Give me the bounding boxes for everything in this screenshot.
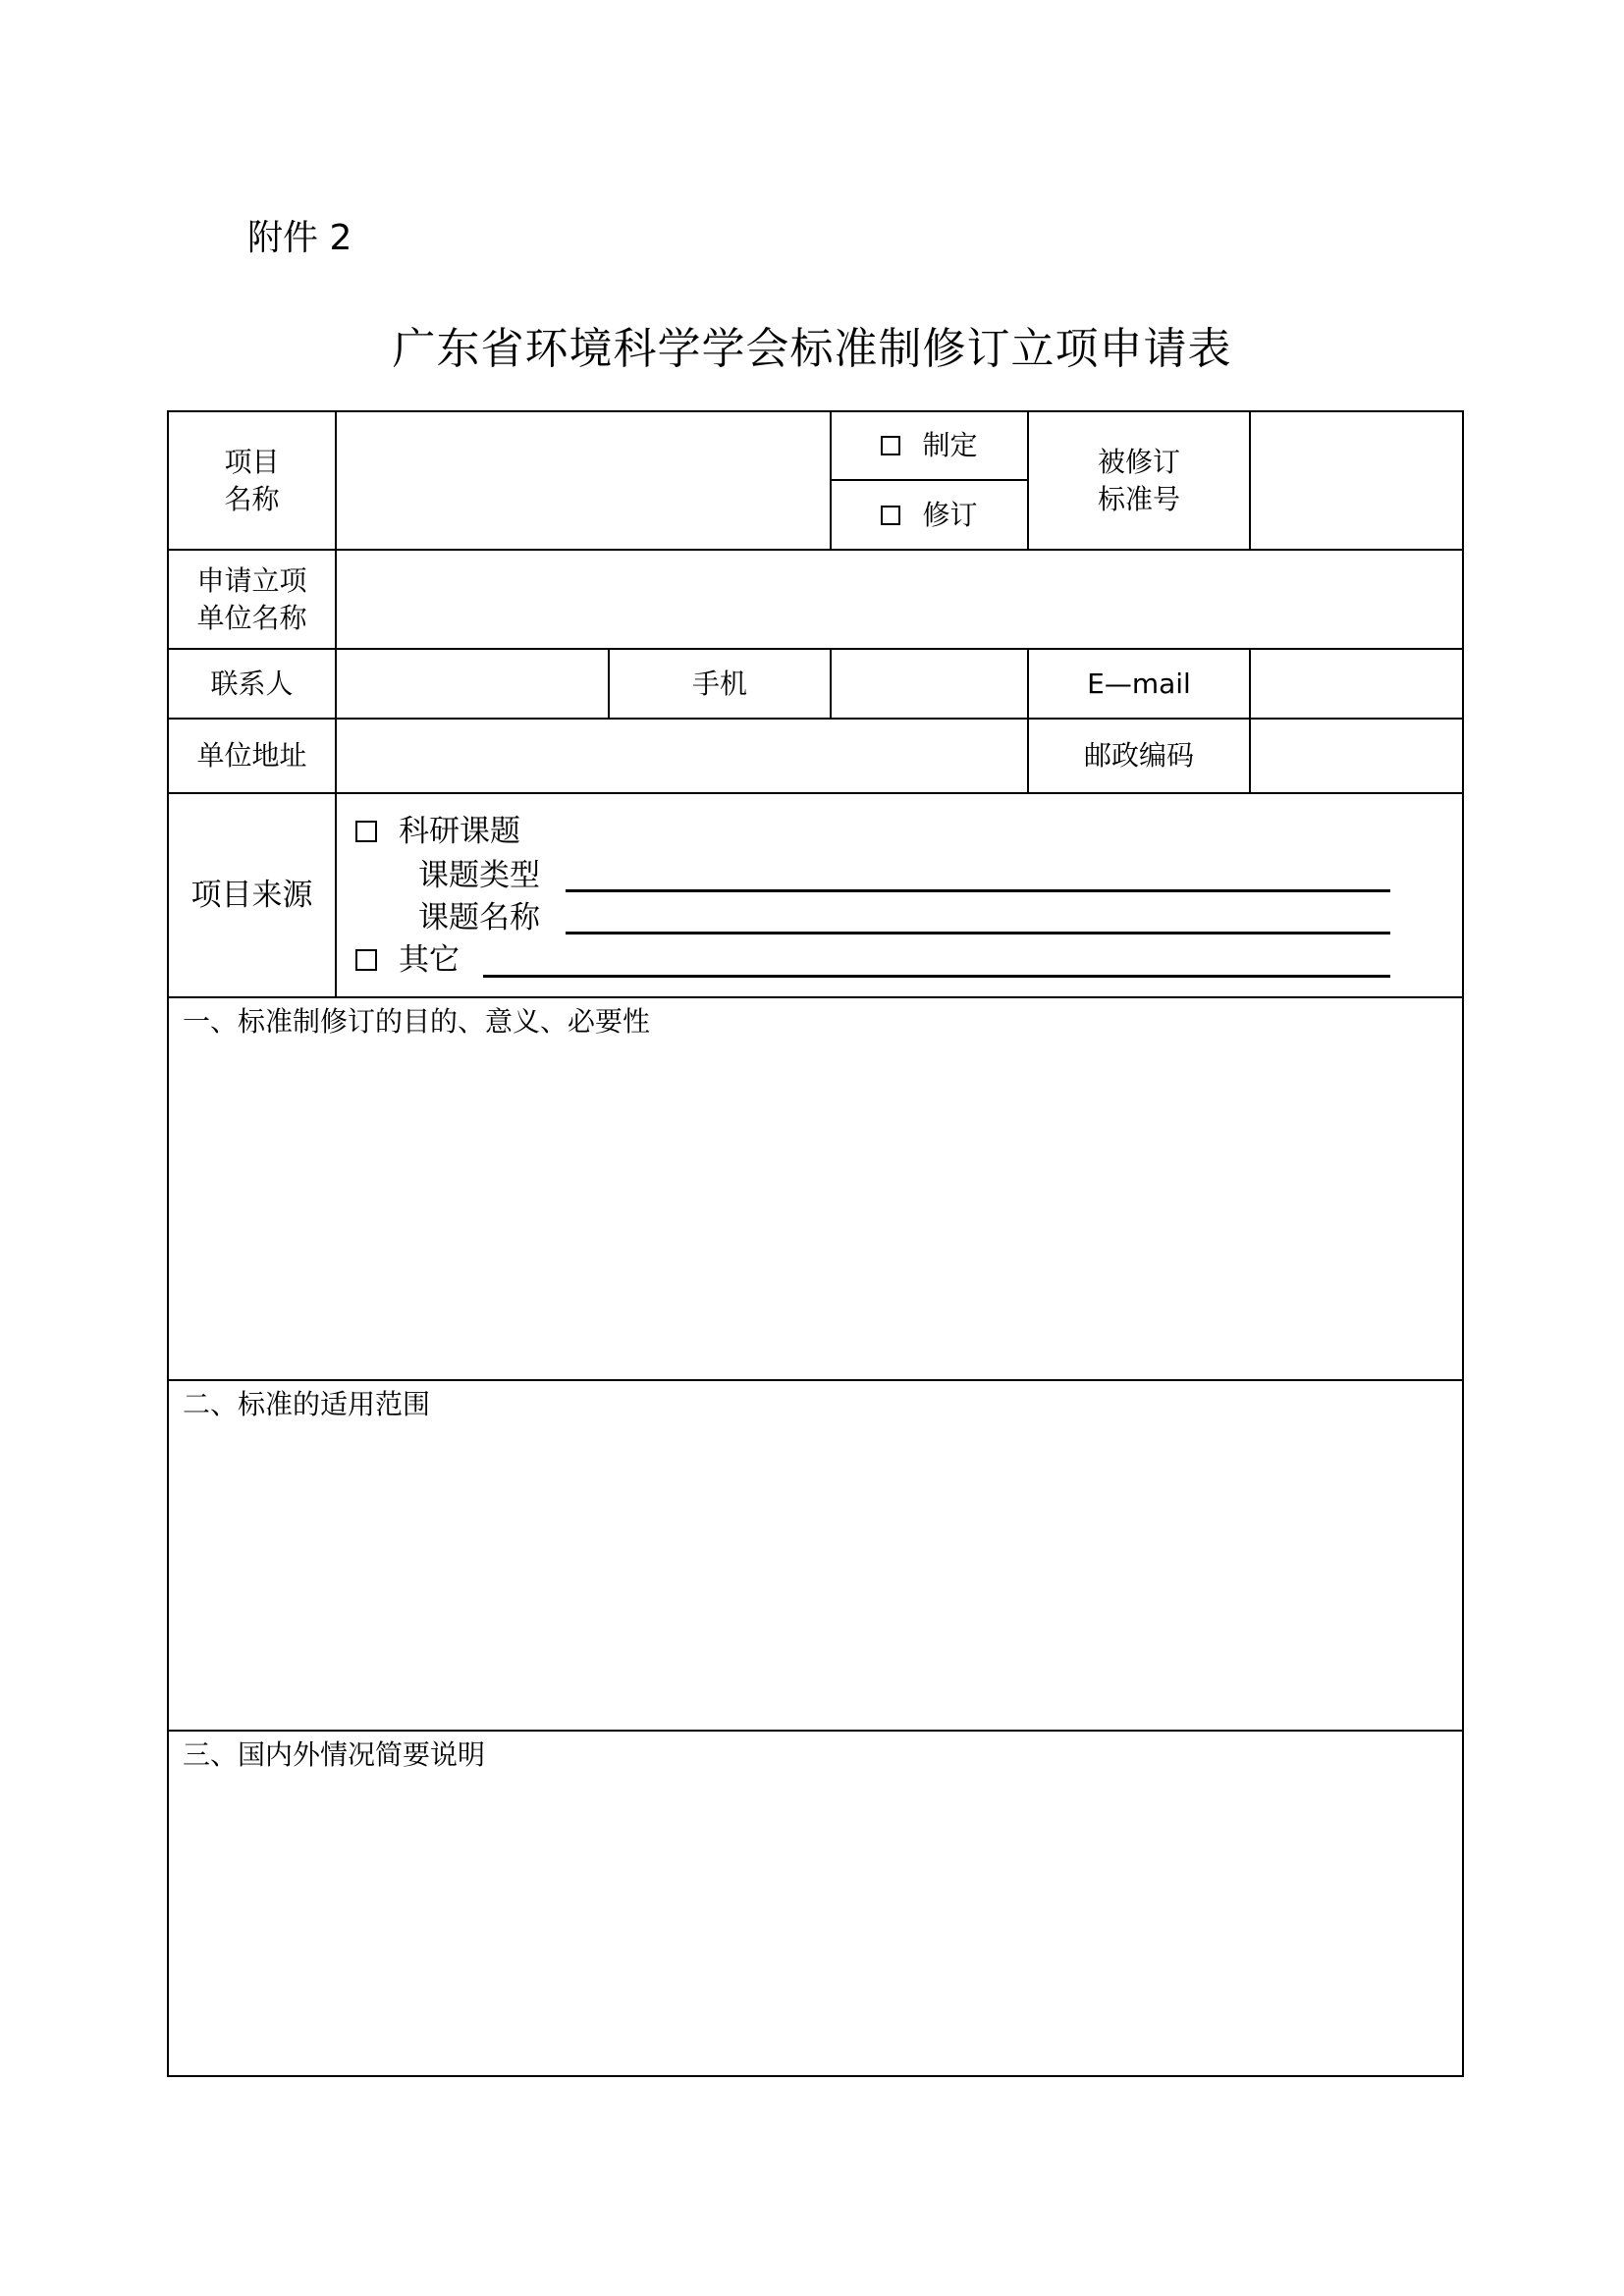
contact-label: 联系人 <box>210 667 294 700</box>
mobile-field[interactable] <box>832 650 1027 718</box>
topic-name-input-line[interactable] <box>566 932 1390 934</box>
revised-standard-field[interactable] <box>1251 412 1462 549</box>
applicant-unit-field[interactable] <box>337 551 1462 648</box>
option-revise[interactable]: 修订 <box>832 481 1027 549</box>
section-purpose-field[interactable] <box>169 1045 1462 1377</box>
grid-line <box>167 996 1464 998</box>
source-other-option[interactable]: 其它 <box>355 940 460 980</box>
email-label: E—mail <box>1087 667 1191 700</box>
form-title: 广东省环境科学学会标准制修订立项申请表 <box>392 324 1232 374</box>
section-scope-field[interactable] <box>169 1428 1462 1728</box>
mobile-label: 手机 <box>691 667 747 700</box>
source-research-option[interactable]: 科研课题 <box>355 812 520 851</box>
section-status-title: 三、国内外情况简要说明 <box>183 1738 486 1771</box>
email-field[interactable] <box>1251 650 1462 718</box>
source-other-input-line[interactable] <box>483 975 1390 978</box>
topic-name-label: 课题名称 <box>418 900 540 935</box>
topic-type-input-line[interactable] <box>566 889 1390 892</box>
grid-line <box>167 1379 1464 1381</box>
grid-line <box>167 1730 1464 1732</box>
revised-standard-label: 被修订 标准号 <box>1097 445 1180 515</box>
applicant-unit-label: 申请立项 单位名称 <box>196 563 307 634</box>
section-scope-title: 二、标准的适用范围 <box>183 1388 431 1420</box>
checkbox-icon[interactable] <box>355 821 377 842</box>
topic-type-label: 课题类型 <box>418 858 540 893</box>
address-field[interactable] <box>337 720 1027 792</box>
section-status-field[interactable] <box>169 1779 1462 2075</box>
address-label: 单位地址 <box>196 739 307 772</box>
checkbox-icon[interactable] <box>355 949 377 971</box>
grid-line <box>167 792 1464 794</box>
project-source-label: 项目来源 <box>190 878 313 913</box>
postcode-label: 邮政编码 <box>1083 739 1194 772</box>
contact-field[interactable] <box>337 650 608 718</box>
checkbox-icon[interactable] <box>881 506 900 525</box>
section-purpose-title: 一、标准制修订的目的、意义、必要性 <box>183 1005 651 1038</box>
checkbox-icon[interactable] <box>881 436 900 455</box>
project-name-label: 项目 名称 <box>224 445 280 515</box>
option-formulate[interactable]: 制定 <box>832 412 1027 479</box>
attachment-label: 附件 2 <box>247 218 352 258</box>
postcode-field[interactable] <box>1251 720 1462 792</box>
project-name-field[interactable] <box>337 412 830 549</box>
